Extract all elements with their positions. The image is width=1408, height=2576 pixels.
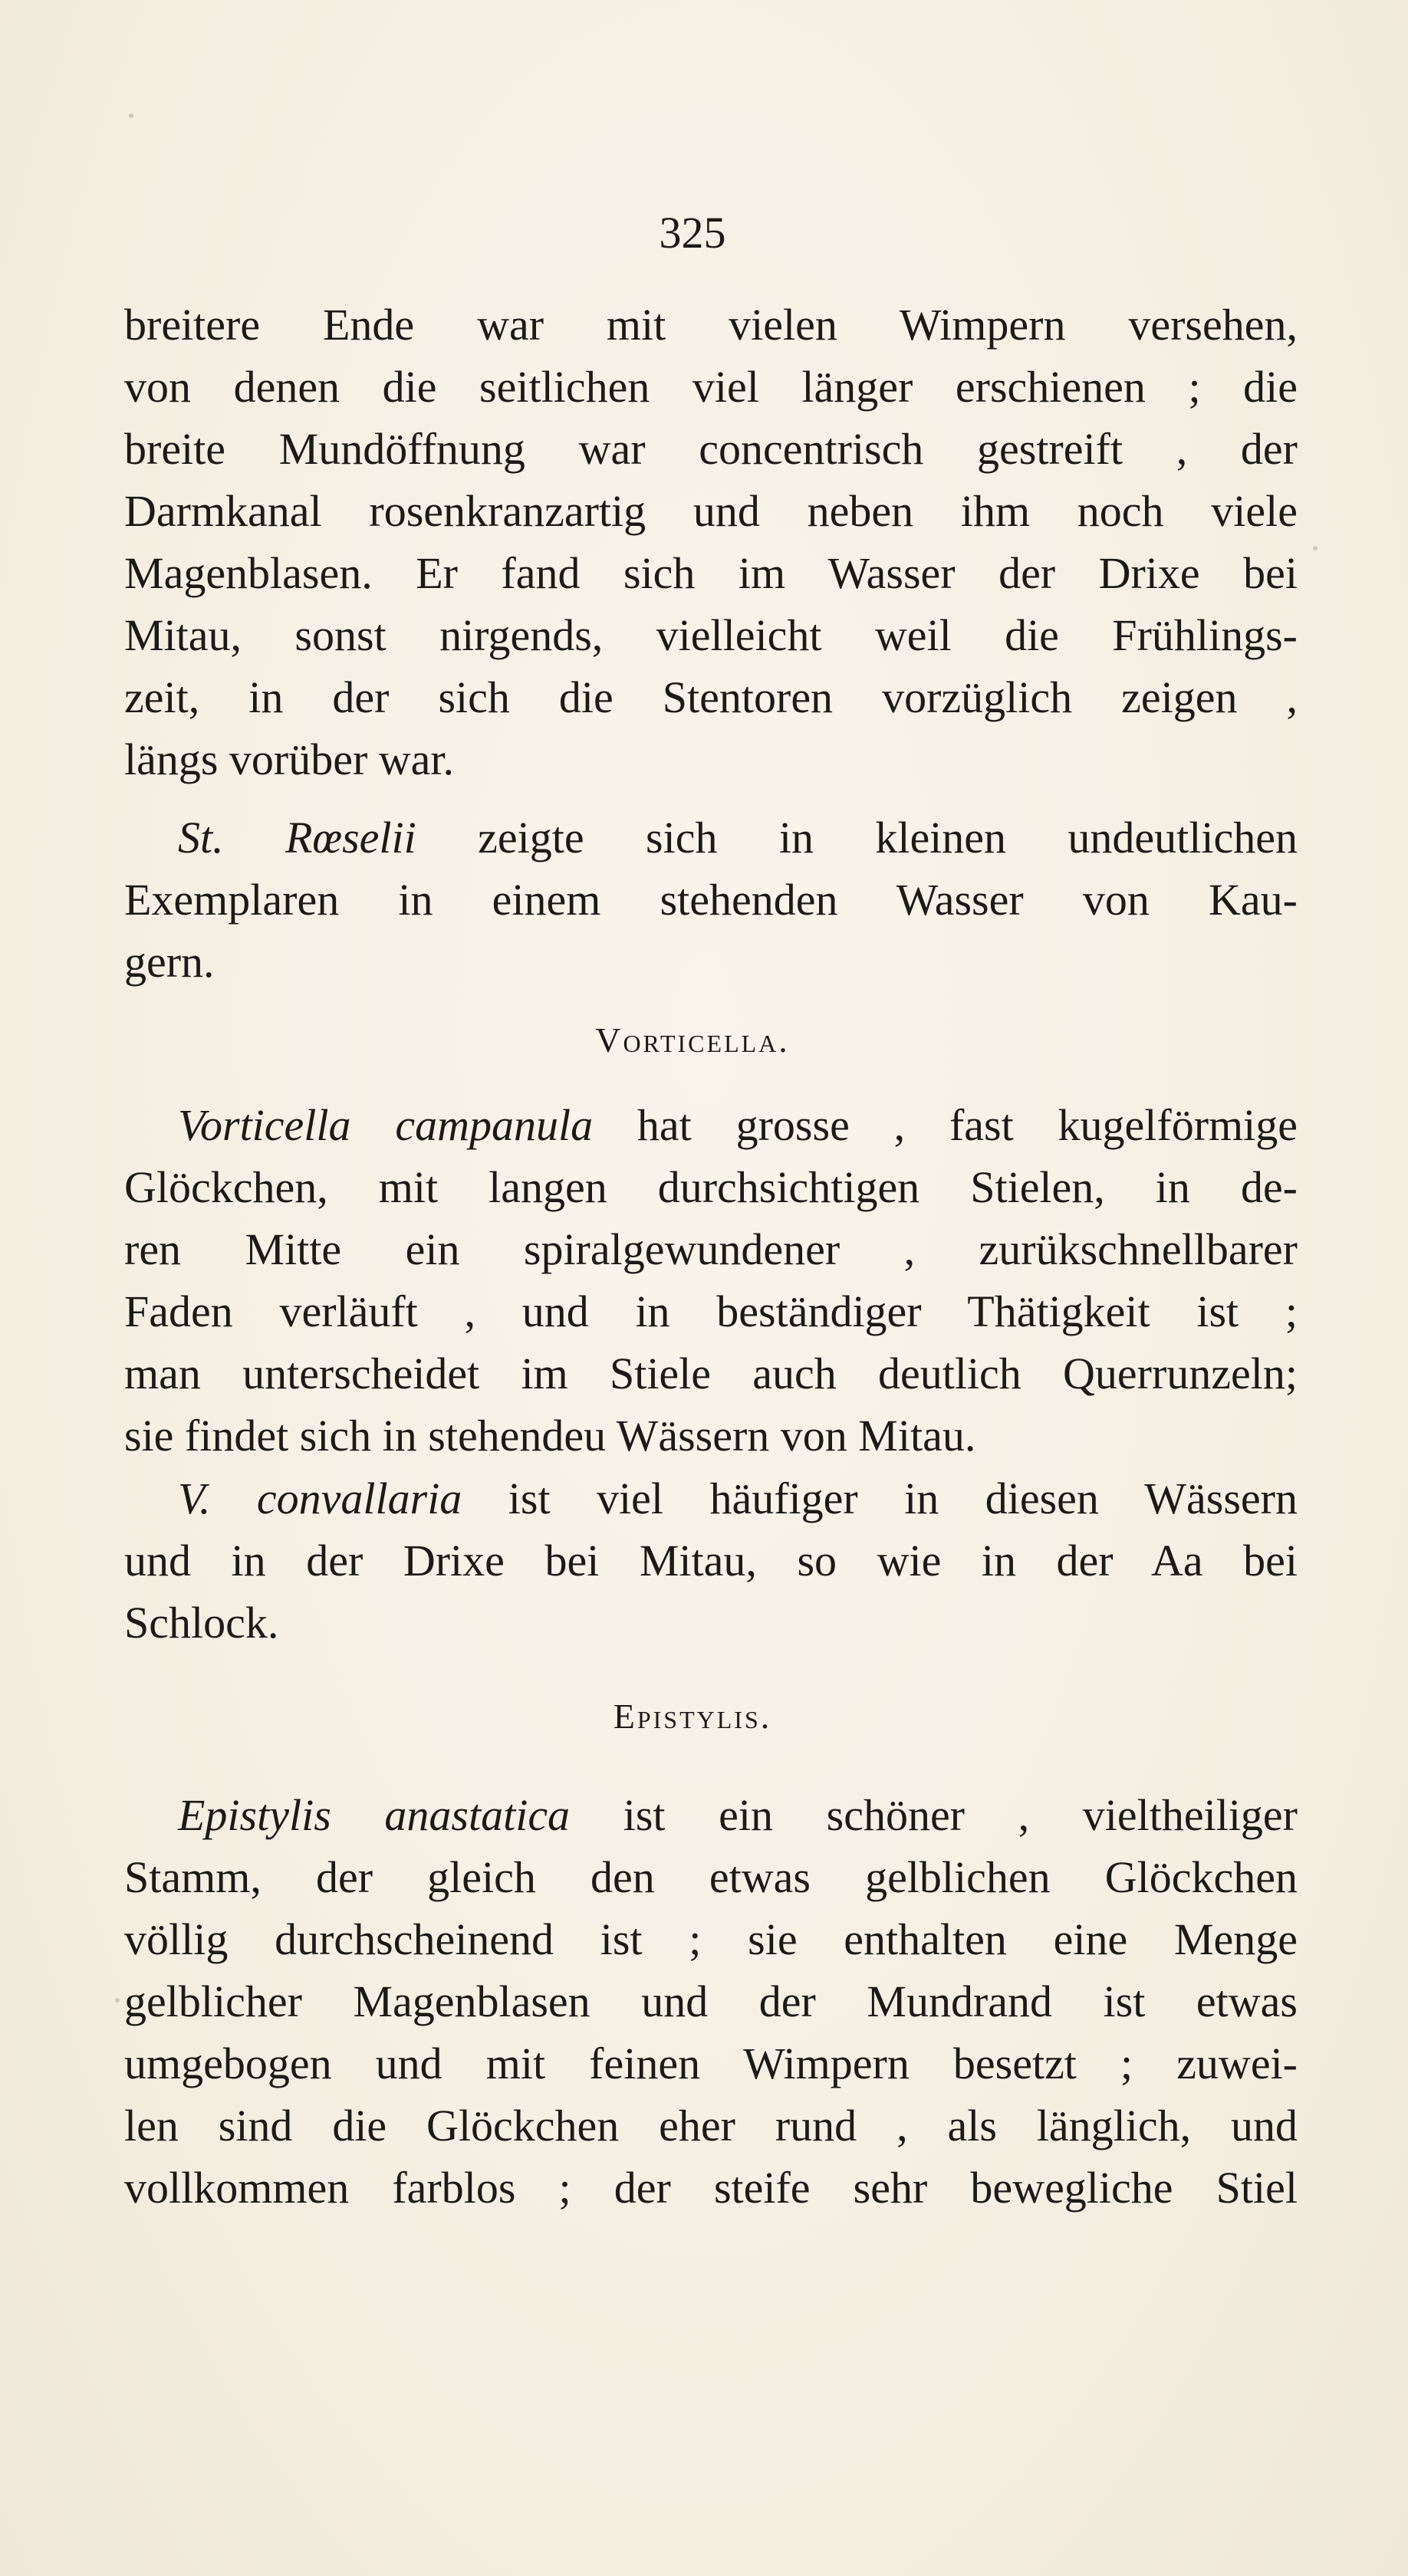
species-name: St. Rœselii [178,813,416,863]
text-line: breitere Ende war mit vielen Wimpern versehen, [124,300,1298,350]
text-line: und in der Drixe bei Mitau, so wie in der Aa bei [124,1536,1298,1585]
text-run: hat grosse , fast kugelförmige [637,1100,1298,1150]
paper-speck [115,1998,120,2003]
text-line: Glöckchen, mit langen durchsichtigen Stielen, in de- [124,1162,1298,1212]
text-line: gelblicher Magenblasen und der Mundrand ist etwas [124,1976,1298,2026]
text-line: Faden verläuft , und in beständiger Thätigkeit ist ; [124,1286,1298,1336]
text-line: völlig durchscheinend ist ; sie enthalten eine Menge [124,1914,1298,1964]
species-name: V. convallaria [178,1474,462,1523]
paragraph-vorticella-campanula [124,1094,1298,1467]
text-line: Darmkanal rosenkranzartig und neben ihm noch viele [124,486,1298,536]
text-line [124,1784,1298,1846]
text-line: sie findet sich in stehendeu Wässern von Mitau. [124,1411,976,1460]
paragraph-v-convallaria [124,1467,1298,1654]
text-run: zeigte sich in kleinen undeutlichen [478,813,1298,863]
text-line: von denen die seitlichen viel länger erschienen ; die [124,362,1298,412]
text-line: Magenblasen. Er fand sich im Wasser der Drixe bei [124,548,1298,598]
text-line: Stamm, der gleich den etwas gelblichen Glöckchen [124,1852,1298,1902]
text-line: man unterscheidet im Stiele auch deutlich Querrunzeln; [124,1349,1298,1398]
text-line: längs vorüber war. [124,734,455,784]
text-line [124,1467,1298,1530]
section-heading-vorticella: Vorticella. [595,1020,790,1060]
text-run: ist ein schöner , vieltheiliger [623,1790,1298,1840]
text-run: ist viel häufiger in diesen Wässern [508,1474,1298,1523]
text-line: Schlock. [124,1598,279,1648]
paragraph-epistylis-anastatica [124,1784,1298,2219]
paper-speck [129,113,133,118]
text-line: vollkommen farblos ; der steife sehr bewegliche Stiel [124,2163,1298,2213]
text-line: len sind die Glöckchen eher rund , als länglich, und [124,2101,1298,2150]
section-heading-epistylis: Epistylis. [613,1697,772,1736]
species-name: Epistylis anastatica [178,1790,571,1840]
text-line [124,807,1298,869]
page-number: 325 [659,208,726,258]
text-line: zeit, in der sich die Stentoren vorzüglich zeigen , [124,672,1298,722]
text-line: breite Mundöffnung war concentrisch gestreift , der [124,424,1298,474]
text-line [124,1094,1298,1156]
text-line: umgebogen und mit feinen Wimpern besetzt ; zuwei- [124,2039,1298,2088]
text-line: gern. [124,937,215,987]
text-line: Mitau, sonst nirgends, vielleicht weil die Frühlings- [124,610,1298,660]
paper-speck [1313,546,1318,550]
species-name: Vorticella campanula [178,1100,594,1150]
text-line: ren Mitte ein spiralgewundener , zurükschnellbarer [124,1224,1298,1274]
text-line: Exemplaren in einem stehenden Wasser von Kau- [124,875,1298,925]
paragraph-st-roeselii [124,807,1298,993]
paragraph-stentor-continued [124,294,1298,790]
